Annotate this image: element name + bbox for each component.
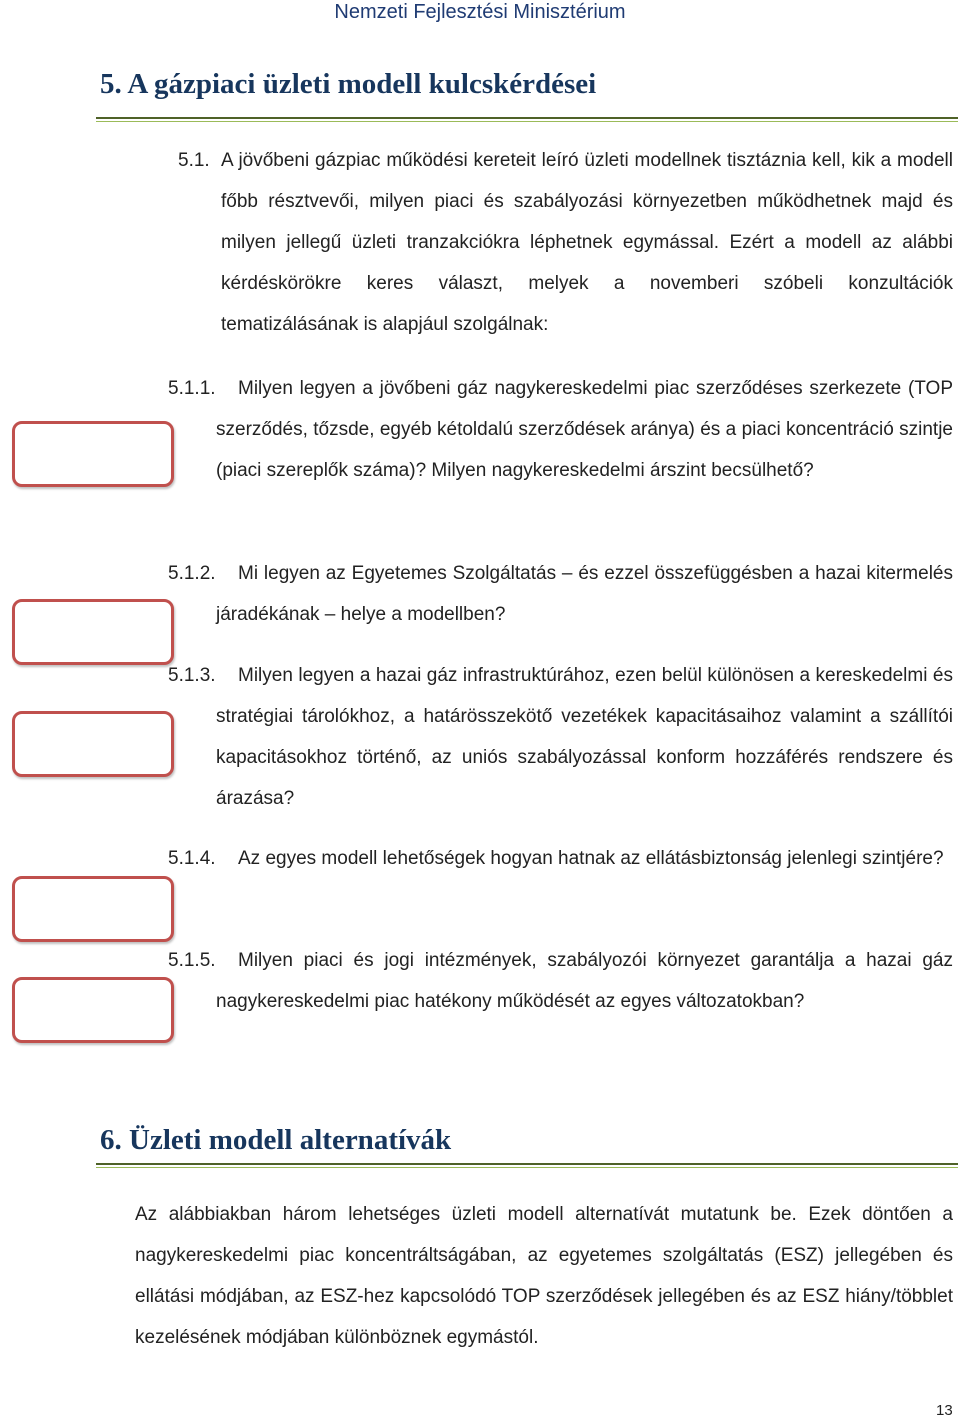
section-6-rule-thin xyxy=(96,1167,958,1168)
margin-note-box-1 xyxy=(12,421,174,487)
section-5-title: 5. A gázpiaci üzleti modell kulcskérdései xyxy=(100,68,597,100)
item-5-1-text xyxy=(221,140,953,345)
question-5-text-content: Milyen piaci és jogi intézmények, szabályozói környezet garantálja a hazai gáz nagykereskedelmi piac hatékony működését az egyes változatokban? xyxy=(216,950,953,1012)
question-4-text-content: Az egyes modell lehetőségek hogyan hatnak az ellátásbiztonság jelenlegi szintjére? xyxy=(238,848,944,869)
section-6-title: 6. Üzleti modell alternatívák xyxy=(100,1124,452,1156)
section-6-rule xyxy=(96,1163,958,1165)
question-1-text xyxy=(216,368,953,491)
question-2-number: 5.1.2. xyxy=(168,563,216,584)
question-3-text xyxy=(216,655,953,819)
question-2-text-content: Mi legyen az Egyetemes Szolgáltatás – és ezzel összefüggésben a hazai kitermelés járadékának – helye a modellben? xyxy=(216,563,953,625)
margin-note-box-3 xyxy=(12,711,174,777)
margin-note-box-2 xyxy=(12,599,174,665)
question-5-number: 5.1.5. xyxy=(168,950,216,971)
item-5-1-number: 5.1. xyxy=(178,150,210,171)
section-5-rule xyxy=(96,117,958,119)
question-4-text xyxy=(216,838,953,879)
question-2-text xyxy=(216,553,953,635)
question-5-text xyxy=(216,940,953,1022)
section-5-rule-thin xyxy=(96,121,958,122)
margin-note-box-4 xyxy=(12,876,174,942)
margin-note-box-5 xyxy=(12,977,174,1043)
page-number: 13 xyxy=(936,1402,953,1419)
page-header-ministry: Nemzeti Fejlesztési Minisztérium xyxy=(334,1,626,23)
question-1-number: 5.1.1. xyxy=(168,378,216,399)
section-6-body: Az alábbiakban három lehetséges üzleti modell alternatívát mutatunk be. Ezek döntően a nagykereskedelmi piac koncentráltságában, az egyetemes szolgáltatás (ESZ) jellegében és ellátási módjában, az ESZ-hez kapcsolódó TOP szerződések jellegében és az ESZ hiány/többlet kezelésének módjában különböznek egymástól. xyxy=(135,1204,953,1348)
question-3-text-content: Milyen legyen a hazai gáz infrastruktúrához, ezen belül különösen a kereskedelmi és stratégiai tárolókhoz, a határösszekötő vezetékek kapacitásaihoz valamint a szállítói kapacitásokhoz történő, az uniós szabályozással konform hozzáférés rendszere és árazása? xyxy=(216,665,953,809)
question-1-text-content: Milyen legyen a jövőbeni gáz nagykereskedelmi piac szerződéses szerkezete (TOP szerződés, tőzsde, egyéb kétoldalú szerződések aránya) és a piaci koncentráció szintje (piaci szereplők száma)? Milyen nagykereskedelmi árszint becsülhető? xyxy=(216,378,953,481)
question-3-number: 5.1.3. xyxy=(168,665,216,686)
item-5-1-text-content: A jövőbeni gázpiac működési kereteit leíró üzleti modellnek tisztáznia kell, kik a modell főbb résztvevői, milyen piaci és szabályozási környezetben működhetnek majd és milyen jellegű üzleti tranzakciókra léphetnek egymással. Ezért a modell az alábbi kérdéskörökre keres választ, melyek a novemberi szóbeli konzultációk tematizálásának is alapjául szolgálnak: xyxy=(221,150,953,335)
question-4-number: 5.1.4. xyxy=(168,848,216,869)
